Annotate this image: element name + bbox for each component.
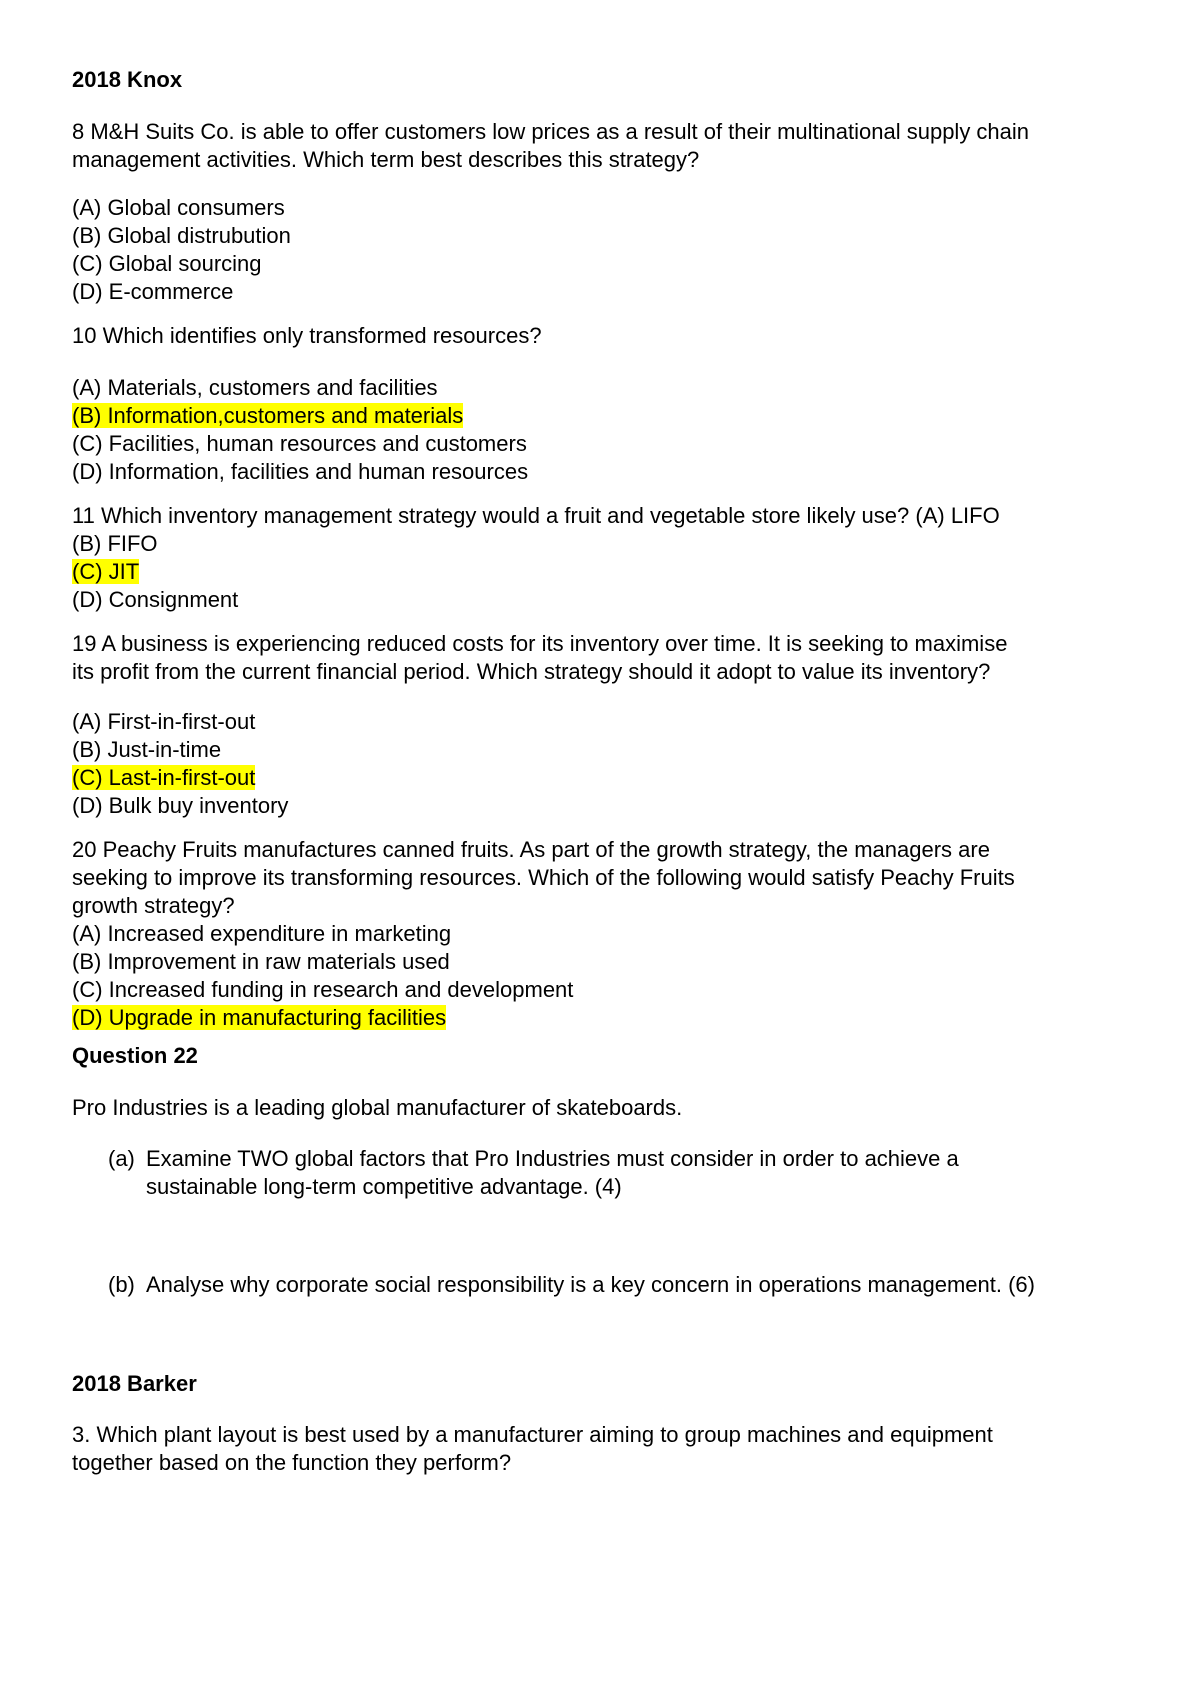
question-8-options bbox=[72, 194, 1132, 306]
question-stem: 3. Which plant layout is best used by a manufacturer aiming to group machines and equipment bbox=[72, 1422, 993, 1447]
option-c: (C) Increased funding in research and development bbox=[72, 977, 574, 1002]
question-20 bbox=[72, 836, 1132, 1032]
section-heading-barker bbox=[72, 1370, 1132, 1398]
option-d: (D) Consignment bbox=[72, 587, 239, 612]
question-19-options bbox=[72, 708, 1132, 820]
option-b: (B) FIFO bbox=[72, 531, 158, 556]
heading-text: 2018 Barker bbox=[72, 1371, 197, 1396]
question-stem: 10 Which identifies only transformed resources? bbox=[72, 323, 542, 348]
question-intro: Pro Industries is a leading global manufacturer of skateboards. bbox=[72, 1095, 683, 1120]
option-b: (B) Global distrubution bbox=[72, 223, 291, 248]
option-c: (C) Facilities, human resources and customers bbox=[72, 431, 527, 456]
option-c-highlighted: (C) JIT bbox=[72, 559, 140, 584]
question-stem: seeking to improve its transforming resources. Which of the following would satisfy Peachy Fruits bbox=[72, 865, 1015, 890]
question-stem: together based on the function they perform? bbox=[72, 1450, 512, 1475]
option-b: (B) Just-in-time bbox=[72, 737, 222, 762]
heading-text: Question 22 bbox=[72, 1043, 198, 1068]
question-stem: 19 A business is experiencing reduced costs for its inventory over time. It is seeking to maximise bbox=[72, 631, 1008, 656]
question-stem: 20 Peachy Fruits manufactures canned fruits. As part of the growth strategy, the managers are bbox=[72, 837, 990, 862]
question-10-options bbox=[72, 374, 1132, 486]
question-22-heading bbox=[72, 1042, 1132, 1070]
option-d-highlighted: (D) Upgrade in manufacturing facilities bbox=[72, 1005, 447, 1030]
option-d: (D) Information, facilities and human resources bbox=[72, 459, 529, 484]
option-c: (C) Global sourcing bbox=[72, 251, 262, 276]
question-8 bbox=[72, 118, 1132, 174]
part-text: Examine TWO global factors that Pro Industries must consider in order to achieve a bbox=[146, 1146, 959, 1171]
question-19 bbox=[72, 630, 1132, 686]
option-c-highlighted: (C) Last-in-first-out bbox=[72, 765, 256, 790]
heading-text: 2018 Knox bbox=[72, 67, 183, 92]
option-d: (D) Bulk buy inventory bbox=[72, 793, 289, 818]
question-stem: growth strategy? bbox=[72, 893, 235, 918]
question-10 bbox=[72, 322, 1132, 350]
option-b: (B) Improvement in raw materials used bbox=[72, 949, 450, 974]
part-text: Analyse why corporate social responsibility is a key concern in operations management. (6) bbox=[146, 1272, 1035, 1297]
option-b-highlighted: (B) Information,customers and materials bbox=[72, 403, 464, 428]
question-stem: management activities. Which term best describes this strategy? bbox=[72, 147, 700, 172]
part-text: sustainable long-term competitive advantage. (4) bbox=[146, 1174, 622, 1199]
option-a: (A) First-in-first-out bbox=[72, 709, 256, 734]
option-a: (A) Global consumers bbox=[72, 195, 285, 220]
section-heading-knox bbox=[72, 66, 1132, 94]
part-label: (b) bbox=[108, 1272, 135, 1297]
part-label: (a) bbox=[108, 1146, 135, 1171]
question-22-intro bbox=[72, 1094, 1132, 1122]
option-a: (A) Increased expenditure in marketing bbox=[72, 921, 452, 946]
option-d: (D) E-commerce bbox=[72, 279, 234, 304]
question-11 bbox=[72, 502, 1132, 614]
question-stem: 8 M&H Suits Co. is able to offer customers low prices as a result of their multinational supply chain bbox=[72, 119, 1030, 144]
question-3 bbox=[72, 1421, 1132, 1477]
option-a: (A) Materials, customers and facilities bbox=[72, 375, 438, 400]
question-stem: 11 Which inventory management strategy would a fruit and vegetable store likely use? (A) LIFO bbox=[72, 503, 1000, 528]
question-stem: its profit from the current financial period. Which strategy should it adopt to value its inventory? bbox=[72, 659, 991, 684]
